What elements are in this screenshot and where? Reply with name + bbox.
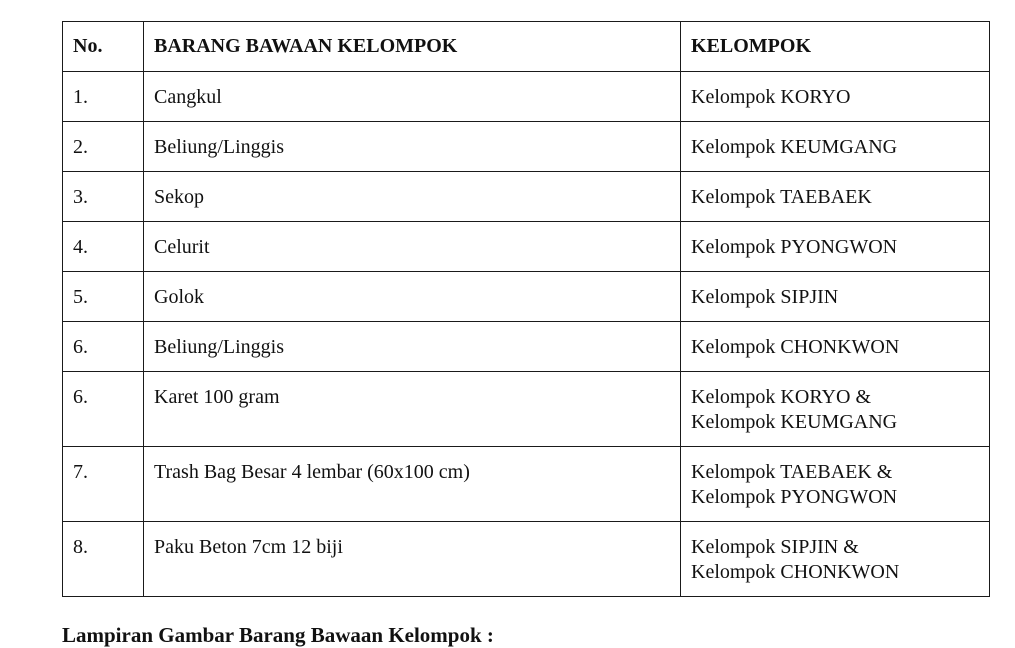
table-row xyxy=(63,272,990,322)
row-group-line: Kelompok TAEBAEK xyxy=(691,186,872,208)
row-no: 4. xyxy=(63,222,144,272)
table-header-row xyxy=(63,22,990,72)
header-item: BARANG BAWAAN KELOMPOK xyxy=(144,22,681,72)
table-row xyxy=(63,222,990,272)
row-group xyxy=(681,72,990,122)
row-no: 6. xyxy=(63,372,144,447)
row-item: Paku Beton 7cm 12 biji xyxy=(144,522,681,597)
row-group xyxy=(681,222,990,272)
table-row xyxy=(63,322,990,372)
row-no: 5. xyxy=(63,272,144,322)
items-table xyxy=(62,21,990,597)
row-group xyxy=(681,522,990,597)
table-row xyxy=(63,72,990,122)
row-no: 7. xyxy=(63,447,144,522)
row-group-line: Kelompok SIPJIN & xyxy=(691,536,859,558)
row-item: Karet 100 gram xyxy=(144,372,681,447)
row-no: 2. xyxy=(63,122,144,172)
attachment-heading: Lampiran Gambar Barang Bawaan Kelompok : xyxy=(62,623,494,647)
row-group xyxy=(681,272,990,322)
row-group xyxy=(681,322,990,372)
table-row xyxy=(63,522,990,597)
row-item: Sekop xyxy=(144,172,681,222)
row-item: Beliung/Linggis xyxy=(144,322,681,372)
row-group-line: Kelompok PYONGWON xyxy=(691,486,898,508)
row-group xyxy=(681,172,990,222)
row-no: 1. xyxy=(63,72,144,122)
row-group-line: Kelompok CHONKWON xyxy=(691,336,900,358)
table-row xyxy=(63,172,990,222)
row-group xyxy=(681,122,990,172)
header-no: No. xyxy=(63,22,144,72)
row-group xyxy=(681,372,990,447)
row-item: Golok xyxy=(144,272,681,322)
row-no: 6. xyxy=(63,322,144,372)
header-group: KELOMPOK xyxy=(681,22,990,72)
row-group-line: Kelompok KEUMGANG xyxy=(691,136,898,158)
table-row xyxy=(63,447,990,522)
row-group-line: Kelompok SIPJIN xyxy=(691,286,839,308)
row-group xyxy=(681,447,990,522)
row-item: Cangkul xyxy=(144,72,681,122)
row-group-line: Kelompok KORYO xyxy=(691,86,851,108)
table-body xyxy=(63,72,990,597)
row-item: Trash Bag Besar 4 lembar (60x100 cm) xyxy=(144,447,681,522)
table-row xyxy=(63,372,990,447)
row-group-line: Kelompok TAEBAEK & xyxy=(691,461,893,483)
row-group-line: Kelompok CHONKWON xyxy=(691,561,900,583)
row-group-line: Kelompok KEUMGANG xyxy=(691,411,898,433)
row-group-line: Kelompok KORYO & xyxy=(691,386,871,408)
row-item: Beliung/Linggis xyxy=(144,122,681,172)
row-no: 8. xyxy=(63,522,144,597)
row-item: Celurit xyxy=(144,222,681,272)
row-no: 3. xyxy=(63,172,144,222)
table-row xyxy=(63,122,990,172)
row-group-line: Kelompok PYONGWON xyxy=(691,236,898,258)
